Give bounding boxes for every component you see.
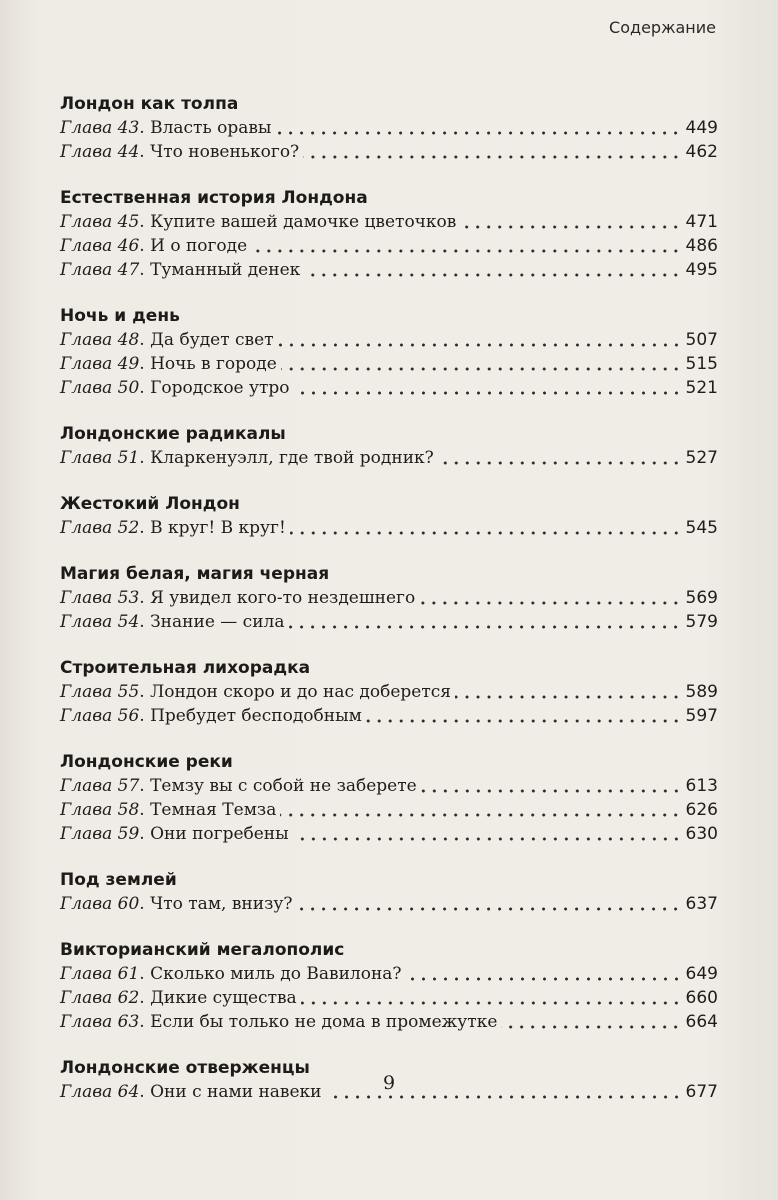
chapter-number: Глава 44	[60, 142, 140, 162]
chapter-title: Туманный денек	[150, 260, 301, 280]
chapter-number: Глава 49	[60, 354, 140, 374]
toc-entry: Глава 52 . В круг! В круг! 545	[60, 518, 718, 538]
page-number: 486	[685, 236, 718, 256]
page-folio: 9	[382, 1072, 396, 1094]
chapter-number: Глава 61	[60, 964, 140, 984]
chapter-number: Глава 47	[60, 260, 140, 280]
page-number: 527	[685, 448, 718, 468]
page-number: 649	[685, 964, 718, 984]
page-number: 637	[685, 894, 718, 914]
chapter-number: Глава 45	[60, 212, 140, 232]
toc-section	[60, 750, 718, 846]
page-number: 471	[685, 212, 718, 232]
section-title: Естественная история Лондона	[60, 188, 368, 208]
dot-leader	[438, 461, 682, 465]
chapter-number: Глава 64	[60, 1082, 140, 1102]
chapter-title: Что там, внизу?	[150, 894, 293, 914]
toc-section	[60, 938, 718, 1034]
toc-entry: Глава 50 . Городское утро 521	[60, 378, 718, 398]
chapter-title: Я увидел кого-то нездешнего	[150, 588, 416, 608]
toc-entry: Глава 49 . Ночь в городе 515	[60, 354, 718, 374]
chapter-number: Глава 58	[60, 800, 140, 820]
toc-entry: Глава 51 . Кларкенуэлл, где твой родник? 527	[60, 448, 718, 468]
dot-leader	[296, 907, 681, 911]
section-title: Строительная лихорадка	[60, 658, 311, 678]
dot-leader	[278, 343, 682, 347]
dot-leader	[501, 1025, 681, 1029]
toc-entry: Глава 43 . Власть оравы 449	[60, 118, 718, 138]
chapter-number: Глава 48	[60, 330, 140, 350]
chapter-title: Ночь в городе	[150, 354, 277, 374]
toc-section	[60, 656, 718, 728]
section-title: Ночь и день	[60, 306, 180, 326]
chapter-number: Глава 62	[60, 988, 140, 1008]
page-number: 569	[685, 588, 718, 608]
section-title: Лондонские реки	[60, 752, 233, 772]
page-number: 589	[685, 682, 718, 702]
chapter-title: Темзу вы с собой не заберете	[150, 776, 417, 796]
toc-section	[60, 492, 718, 540]
toc-entry: Глава 62 . Дикие существа 660	[60, 988, 718, 1008]
chapter-title: Если бы только не дома в промежутке	[150, 1012, 498, 1032]
toc-section	[60, 868, 718, 916]
section-title: Лондонские радикалы	[60, 424, 286, 444]
toc-entry: Глава 60 . Что там, внизу? 637	[60, 894, 718, 914]
toc-entry: Глава 46 . И о погоде 486	[60, 236, 718, 256]
chapter-number: Глава 52	[60, 518, 140, 538]
page-number: 515	[685, 354, 718, 374]
toc-entry: Глава 64 . Они с нами навеки 677	[60, 1082, 718, 1102]
dot-leader	[460, 225, 681, 229]
section-title: Лондонские отверженцы	[60, 1058, 310, 1078]
page-number: 545	[685, 518, 718, 538]
dot-leader	[419, 601, 681, 605]
dot-leader	[288, 625, 681, 629]
toc-entry: Глава 47 . Туманный денек 495	[60, 260, 718, 280]
chapter-title: Да будет свет	[150, 330, 274, 350]
dot-leader	[275, 131, 681, 135]
page-number: 507	[685, 330, 718, 350]
chapter-number: Глава 56	[60, 706, 140, 726]
chapter-title: Что новенького?	[150, 142, 300, 162]
page-number: 521	[685, 378, 718, 398]
chapter-number: Глава 59	[60, 824, 140, 844]
page-number: 462	[685, 142, 718, 162]
dot-leader	[406, 977, 682, 981]
chapter-number: Глава 46	[60, 236, 140, 256]
chapter-number: Глава 43	[60, 118, 140, 138]
toc-entry: Глава 45 . Купите вашей дамочке цветочков 471	[60, 212, 718, 232]
chapter-number: Глава 57	[60, 776, 140, 796]
toc-entry: Глава 48 . Да будет свет 507	[60, 330, 718, 350]
chapter-number: Глава 63	[60, 1012, 140, 1032]
toc-entry: Глава 54 . Знание — сила 579	[60, 612, 718, 632]
page-number: 579	[685, 612, 718, 632]
toc-entry: Глава 61 . Сколько миль до Вавилона? 649	[60, 964, 718, 984]
chapter-number: Глава 60	[60, 894, 140, 914]
toc-section	[60, 422, 718, 470]
toc-entry: Глава 55 . Лондон скоро и до нас доберется 589	[60, 682, 718, 702]
toc-entry: Глава 53 . Я увидел кого-то нездешнего 569	[60, 588, 718, 608]
chapter-title: Пребудет бесподобным	[150, 706, 362, 726]
dot-leader	[366, 719, 682, 723]
toc-entry: Глава 58 . Темная Темза 626	[60, 800, 718, 820]
section-title: Магия белая, магия черная	[60, 564, 330, 584]
chapter-title: Власть оравы	[150, 118, 272, 138]
page-number: 630	[685, 824, 718, 844]
chapter-number: Глава 50	[60, 378, 140, 398]
dot-leader	[455, 695, 682, 699]
dot-leader	[421, 789, 682, 793]
section-title: Лондон как толпа	[60, 94, 239, 114]
dot-leader	[303, 155, 681, 159]
section-title: Под землей	[60, 870, 177, 890]
page-number: 597	[685, 706, 718, 726]
chapter-title: Купите вашей дамочке цветочков	[150, 212, 457, 232]
toc-entry: Глава 56 . Пребудет бесподобным 597	[60, 706, 718, 726]
toc-section	[60, 92, 718, 164]
dot-leader	[251, 249, 681, 253]
dot-leader	[290, 531, 682, 535]
chapter-number: Глава 55	[60, 682, 140, 702]
dot-leader	[326, 1095, 682, 1099]
chapter-title: Они погребены	[150, 824, 289, 844]
chapter-title: Городское утро	[150, 378, 290, 398]
dot-leader	[293, 837, 682, 841]
page-number: 660	[685, 988, 718, 1008]
dot-leader	[294, 391, 682, 395]
chapter-number: Глава 54	[60, 612, 140, 632]
toc-entry: Глава 59 . Они погребены 630	[60, 824, 718, 844]
page-number: 664	[685, 1012, 718, 1032]
chapter-title: Темная Темза	[150, 800, 277, 820]
section-title: Жестокий Лондон	[60, 494, 240, 514]
chapter-title: И о погоде	[150, 236, 248, 256]
page-number: 613	[685, 776, 718, 796]
dot-leader	[304, 273, 681, 277]
page-number: 449	[685, 118, 718, 138]
page-number: 677	[685, 1082, 718, 1102]
page-number: 626	[685, 800, 718, 820]
toc-entry: Глава 63 . Если бы только не дома в промежутке 664	[60, 1012, 718, 1032]
chapter-title: Знание — сила	[150, 612, 285, 632]
chapter-title: Кларкенуэлл, где твой родник?	[150, 448, 434, 468]
dot-leader	[281, 367, 682, 371]
running-header: Содержание	[609, 18, 716, 37]
chapter-title: Сколько миль до Вавилона?	[150, 964, 402, 984]
toc-entry: Глава 44 . Что новенького? 462	[60, 142, 718, 162]
toc-section	[60, 186, 718, 282]
toc-section	[60, 562, 718, 634]
page-number: 495	[685, 260, 718, 280]
toc-section	[60, 304, 718, 400]
table-of-contents	[60, 92, 718, 1126]
chapter-number: Глава 51	[60, 448, 140, 468]
chapter-number: Глава 53	[60, 588, 140, 608]
dot-leader	[280, 813, 681, 817]
section-title: Викторианский мегалополис	[60, 940, 345, 960]
chapter-title: Они с нами навеки	[150, 1082, 322, 1102]
chapter-title: Дикие существа	[150, 988, 297, 1008]
chapter-title: В круг! В круг!	[150, 518, 286, 538]
dot-leader	[301, 1001, 682, 1005]
chapter-title: Лондон скоро и до нас доберется	[150, 682, 452, 702]
toc-entry: Глава 57 . Темзу вы с собой не заберете 613	[60, 776, 718, 796]
